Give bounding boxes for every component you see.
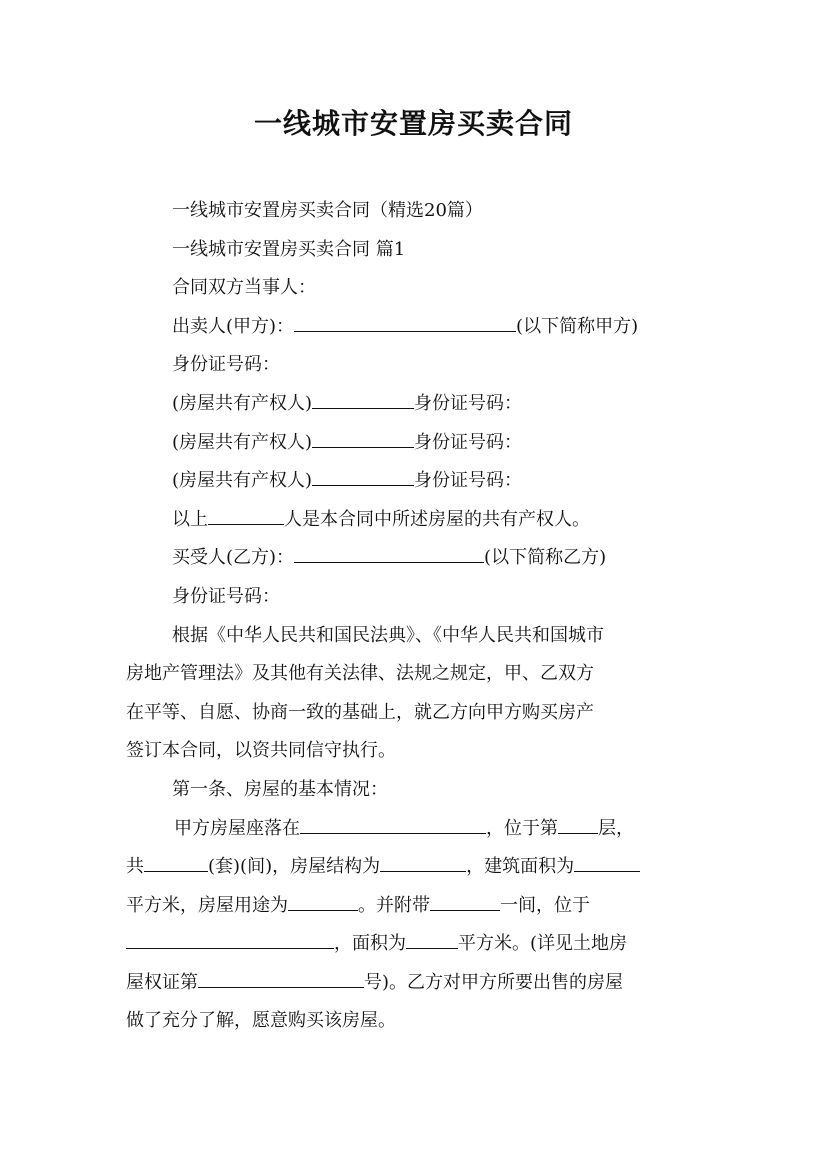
document-title: 一线城市安置房买卖合同	[253, 107, 573, 140]
floor-blank	[558, 815, 598, 834]
preamble-line-3: 在平等、自愿、协商一致的基础上，就乙方向甲方购买房产	[126, 701, 594, 723]
text-fragment: 。并附带	[358, 894, 430, 916]
article-1-line-5	[126, 964, 706, 1003]
co-owner-blank	[312, 390, 414, 409]
seller-abbrev: (以下简称甲方)	[516, 315, 639, 337]
certificate-number-blank	[198, 969, 364, 988]
text-fragment: 平方米，房屋用途为	[126, 894, 288, 916]
article-1-line-4	[126, 925, 706, 964]
area-blank	[574, 853, 640, 872]
co-owner-blank	[312, 467, 414, 486]
usage-blank	[288, 892, 358, 911]
buyer-line	[126, 539, 706, 578]
text-fragment: 甲方房屋座落在	[174, 817, 300, 839]
buyer-label: 买受人(乙方)：	[172, 547, 295, 569]
section-heading: 一线城市安置房买卖合同 篇1	[172, 238, 406, 260]
preamble-line-2: 房地产管理法》及其他有关法律、法规之规定，甲、乙双方	[126, 663, 594, 685]
co-owner-blank	[312, 429, 414, 448]
co-owner-id-label: 身份证号码：	[414, 431, 523, 453]
text-fragment: 层，	[598, 817, 634, 839]
seller-name-blank	[294, 313, 516, 332]
co-owner-label: (房屋共有产权人)	[172, 431, 313, 453]
summary-prefix: 以上	[172, 508, 208, 530]
co-owners-summary	[126, 501, 706, 540]
buyer-abbrev: (以下简称乙方)	[484, 547, 607, 569]
structure-blank	[380, 853, 466, 872]
seller-id-line: 身份证号码：	[172, 354, 280, 376]
co-owner-label: (房屋共有产权人)	[172, 392, 313, 414]
summary-suffix: 人是本合同中所述房屋的共有产权人。	[284, 508, 590, 530]
text-fragment: ，位于第	[486, 817, 558, 839]
buyer-id-line: 身份证号码：	[172, 585, 280, 607]
seller-label: 出卖人(甲方)：	[172, 315, 295, 337]
co-owner-id-label: 身份证号码：	[414, 392, 523, 414]
parties-heading: 合同双方当事人：	[172, 277, 316, 299]
co-owner-line-2	[126, 424, 706, 463]
attachment-area-blank	[406, 930, 458, 949]
attachment-location-blank	[126, 930, 334, 949]
text-fragment: 屋权证第	[126, 971, 198, 993]
article-1-line-3	[126, 887, 706, 926]
seller-line	[126, 308, 706, 347]
units-blank	[144, 853, 208, 872]
article-1-line-6: 做了充分了解，愿意购买该房屋。	[126, 1010, 396, 1032]
article-1-line-1	[126, 810, 706, 849]
co-owner-label: (房屋共有产权人)	[172, 470, 313, 492]
article-1-heading: 第一条、房屋的基本情况：	[172, 778, 388, 800]
preamble-line-1: 根据《中华人民共和国民法典》、《中华人民共和国城市	[172, 624, 604, 646]
co-owner-line-3	[126, 462, 706, 501]
attachment-blank	[430, 892, 500, 911]
subtitle-line: 一线城市安置房买卖合同（精选20篇）	[172, 200, 483, 221]
co-owner-id-label: 身份证号码：	[414, 470, 523, 492]
text-fragment: ，建筑面积为	[466, 856, 575, 878]
co-owners-blank	[208, 506, 284, 525]
text-fragment: (套)(间)，房屋结构为	[208, 856, 381, 878]
article-1-line-2	[126, 848, 706, 887]
preamble-line-4: 签订本合同，以资共同信守执行。	[126, 740, 396, 762]
text-fragment: 号)。乙方对甲方所要出售的房屋	[364, 971, 624, 993]
text-fragment: 一间，位于	[500, 894, 590, 916]
text-fragment: ，面积为	[334, 933, 406, 955]
location-blank	[300, 815, 486, 834]
text-fragment: 共	[126, 856, 144, 878]
co-owner-line-1	[126, 385, 706, 424]
document-body	[126, 192, 706, 1041]
buyer-name-blank	[294, 544, 484, 563]
text-fragment: 平方米。(详见土地房	[458, 933, 628, 955]
